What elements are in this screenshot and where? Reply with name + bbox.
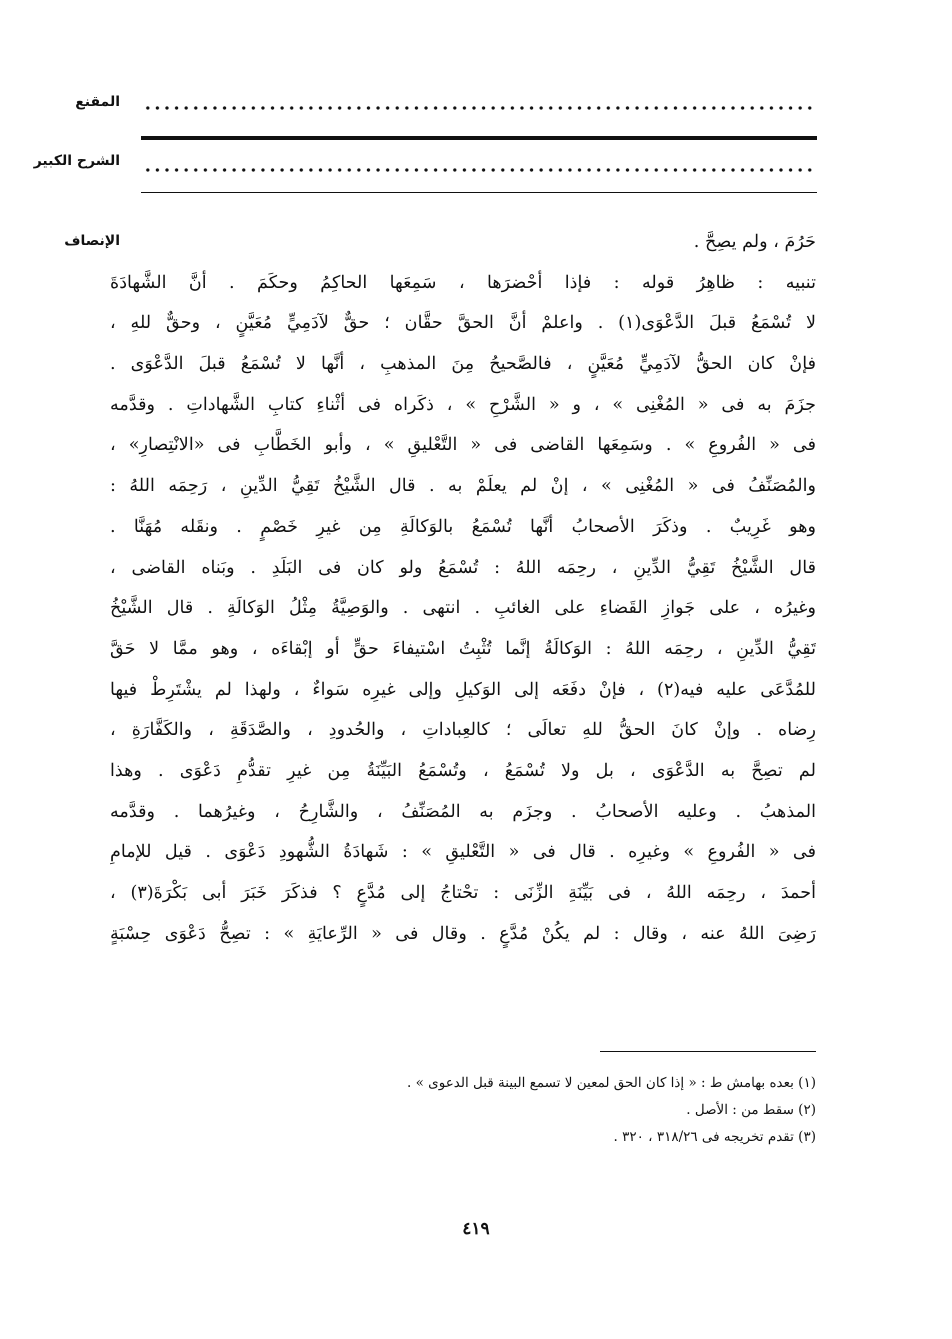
sharh-dotted-placeholder [143,167,815,173]
section-divider-thick [141,136,817,140]
section-divider-thin [141,192,817,193]
text-line: للمُدَّعَى عليه فيه(٢) ، فإنْ دفَعَه إلى الوَكيلِ وإلى غيرِه سَواءٌ ، ولهذا لم يشْتَرِطْ فيها [110,679,816,700]
text-line: أحمدَ ، رحِمَه اللهُ ، فى بَيِّنَةِ الزِّنَى : تحْتاجُ إلى مُدَّعٍ ؟ فذكَرَ خَبَرَ أبى بَكْرَةَ(٣) ، [110,883,816,903]
insaf-body-text [110,222,816,954]
margin-label-muqni: المقنع [75,94,120,110]
text-line: تنبيه : ظاهِرُ قوله : فإذا أحْضرَها ، سَمِعَها الحاكِمُ وحكَمَ . أنَّ الشَّهادَةَ [110,272,816,293]
text-line: فى « الفُروعِ » وغيرِه . قال فى « التَّعْليقِ » : شَهادَةُ الشُّهودِ دَعْوَى . قيل للإمامِ [110,842,816,863]
muqni-dotted-placeholder [143,105,815,111]
text-line: حَرُمَ ، ولم يصِحَّ . [693,232,816,252]
text-line: المذهبُ . وعليه الأصحابُ . وجزَم به المُصَنِّفُ ، والشَّارِحُ ، وغيرُهما . وقدَّمه [110,801,816,822]
margin-label-insaf: الإنصاف [64,233,120,249]
footnote-divider [600,1051,816,1052]
text-line: رَضِىَ اللهُ عنه ، وقال : لم يكُنْ مُدَّعٍ . وقال فى « الرِّعايَةِ » : تصِحُّ دَعْوَى حِسْبَةٍ [110,923,816,944]
margin-label-sharh-kabir: الشرح الكبير [33,153,120,169]
text-line: لا تُسْمَعُ قبلَ الدَّعْوَى(١) . واعلمْ أنَّ الحقَّ حقَّان ؛ حقٌّ لآدَمِيٍّ مُعَيَّنٍ ، وحقٌّ للهِ ، [110,313,816,334]
page-number: ٤١٩ [462,1219,490,1239]
footnote: (١) بعده بهامش ط : « إذا كان الحق لمعين لا تسمع البينة قبل الدعوى » . [407,1075,816,1091]
text-line: وغيرُه ، على جَوازِ القَضاءِ على الغائبِ . انتهى . والوَصِيَّةُ مِثْلُ الوَكالَةِ . قال الشَّيْخُ [110,598,816,619]
footnotes [140,1070,816,1151]
text-line: وهو غَرِيبٌ . وذكَرَ الأصحابُ أنَّها تُسْمَعُ بالوَكالَةِ مِن غيرِ خَصْمٍ . ونقَله مُهَنَّا . [110,516,816,537]
text-line: قال الشَّيْخُ تَقِيُّ الدِّينِ ، رحِمَه اللهُ : تُسْمَعُ ولو كان فى البَلَدِ . وبَناه القاضى ، [110,557,816,578]
text-line: فإنْ كان الحقُّ لآدَمِيٍّ مُعَيَّنٍ ، فالصَّحيحُ مِنَ المذهبِ ، أنَّها لا تُسْمَعُ قبلَ الدَّعْوَى . [110,354,816,375]
text-line: جزَمَ به فى « المُغْنِى » ، و « الشَّرْحِ » ، ذكَراه فى أثْناءِ كتابِ الشَّهاداتِ . وقدَّمه [110,394,816,415]
text-line: رِضاه . وإنْ كانَ الحقُّ للهِ تعالَى ؛ كالعِباداتِ ، والحُدودِ ، والصَّدَقَةِ ، والكَفَّارَةِ ، [110,720,816,741]
text-line: تَقِيُّ الدِّينِ ، رحِمَه اللهُ : الوَكالَةُ إنَّما تُثْبِتُ اسْتيفاءَ حقٍّ أو إبْقاءَه ، وهو ممَّا لا حَقَّ [110,638,816,659]
footnote: (٣) تقدم تخريجه فى ٣١٨/٢٦ ، ٣٢٠ . [613,1129,816,1145]
footnote: (٢) سقط من : الأصل . [686,1102,816,1118]
text-line: فى « الفُروعِ » . وسَمِعَها القاضى فى « التَّعْليقِ » ، وأبو الخَطَّابِ فى «الانْتِصارِ» ، [110,435,816,456]
text-line: لم تصِحَّ به الدَّعْوَى ، بل ولا تُسْمَعُ ، وتُسْمَعُ البَيِّنَةُ مِن غيرِ تقدُّمِ دَعْوَى . وهذا [110,760,816,781]
text-line: والمُصَنِّفُ فى « المُغْنِى » ، إنْ لم يعلَمْ به . قال الشَّيْخُ تَقِيُّ الدِّينِ ، رَحِمَه اللهُ : [110,476,816,497]
